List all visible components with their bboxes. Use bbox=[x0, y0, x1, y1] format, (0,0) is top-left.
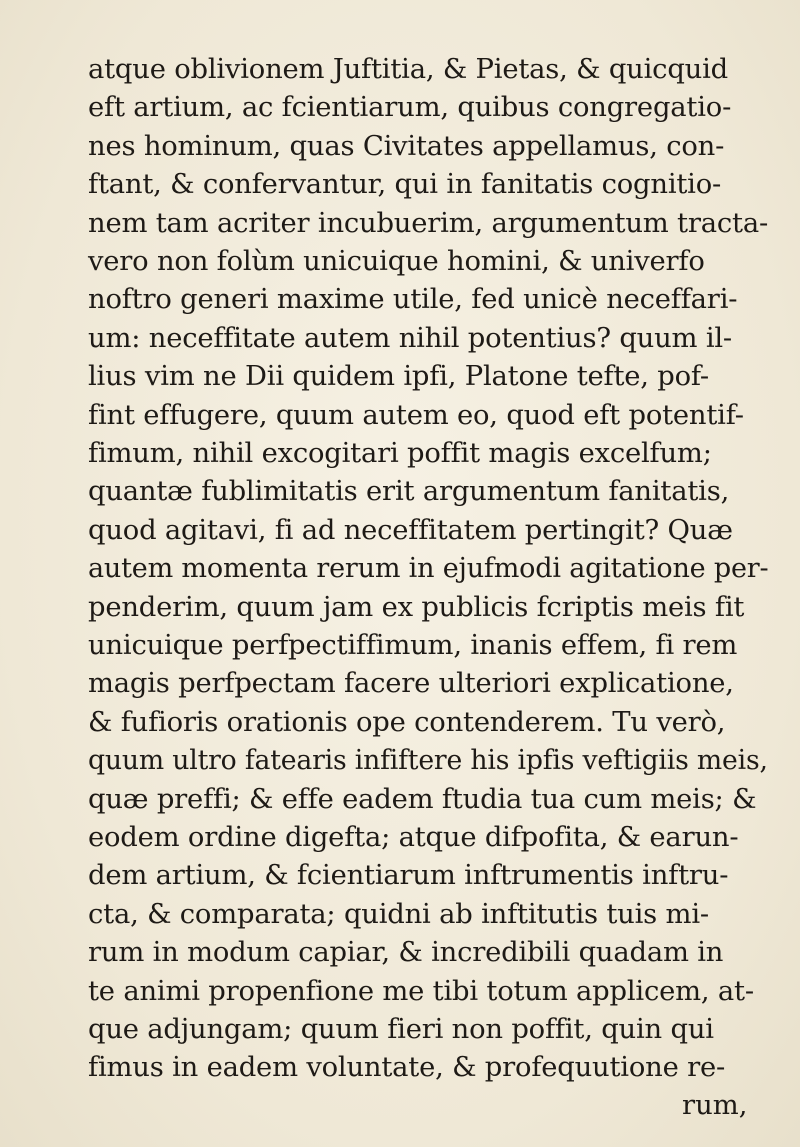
text-line: lius vim ne Dii quidem ipfi, Platone tefte, pof- bbox=[88, 361, 709, 393]
text-line: fimum, nihil excogitari poffit magis excelfum; bbox=[88, 438, 712, 469]
text-line: nem tam acriter incubuerim, argumentum tracta- bbox=[88, 207, 769, 239]
text-line: te animi propenfione me tibi totum applicem, at- bbox=[88, 975, 754, 1007]
text-line: quantæ fublimitatis erit argumentum fanitatis, bbox=[88, 476, 730, 508]
text-line: quæ preffi; & effe eadem ftudia tua cum meis; & bbox=[88, 783, 757, 815]
text-line: eodem ordine digefta; atque difpofita, & earun- bbox=[88, 822, 739, 853]
text-line: nes hominum, quas Civitates appellamus, con- bbox=[88, 130, 725, 162]
text-line: dem artium, & fcientiarum inftrumentis inftru- bbox=[88, 860, 729, 892]
text-line: vero non folùm unicuique homini, & univerfo bbox=[88, 246, 705, 277]
text-line: quum ultro fatearis infiftere his ipfis veftigiis meis, bbox=[88, 745, 768, 777]
text-line: fint effugere, quum autem eo, quod eft potentif- bbox=[88, 399, 744, 431]
text-line: & fufioris orationis ope contenderem. Tu verò, bbox=[88, 706, 726, 738]
text-line: magis perfpectam facere ulteriori explicatione, bbox=[88, 668, 734, 700]
text-line: noftro generi maxime utile, fed unicè neceffari- bbox=[88, 284, 738, 316]
text-line: quod agitavi, fi ad neceffitatem pertingit? Quæ bbox=[88, 514, 733, 546]
text-line: autem momenta rerum in ejufmodi agitatione per- bbox=[88, 553, 769, 585]
text-line: ftant, & confervantur, qui in fanitatis cognitio- bbox=[88, 169, 722, 201]
text-line: que adjungam; quum fieri non poffit, quin qui bbox=[88, 1014, 714, 1045]
text-line: penderim, quum jam ex publicis fcriptis meis fit bbox=[88, 591, 745, 623]
text-line: rum in modum capiar, & incredibili quadam in bbox=[88, 937, 724, 969]
catchword-text: rum, bbox=[682, 1090, 748, 1121]
text-line: fimus in eadem voluntate, & profequutione re- bbox=[88, 1052, 726, 1084]
text-line: unicuique perfpectiffimum, inanis effem, fi rem bbox=[88, 630, 738, 661]
text-line: cta, & comparata; quidni ab inftitutis tuis mi- bbox=[88, 898, 709, 930]
text-line: um: neceffitate autem nihil potentius? quum il- bbox=[88, 322, 732, 354]
text-line: eft artium, ac fcientiarum, quibus congregatio- bbox=[88, 92, 732, 124]
text-line: atque oblivionem Juftitia, & Pietas, & quicquid bbox=[88, 54, 728, 85]
